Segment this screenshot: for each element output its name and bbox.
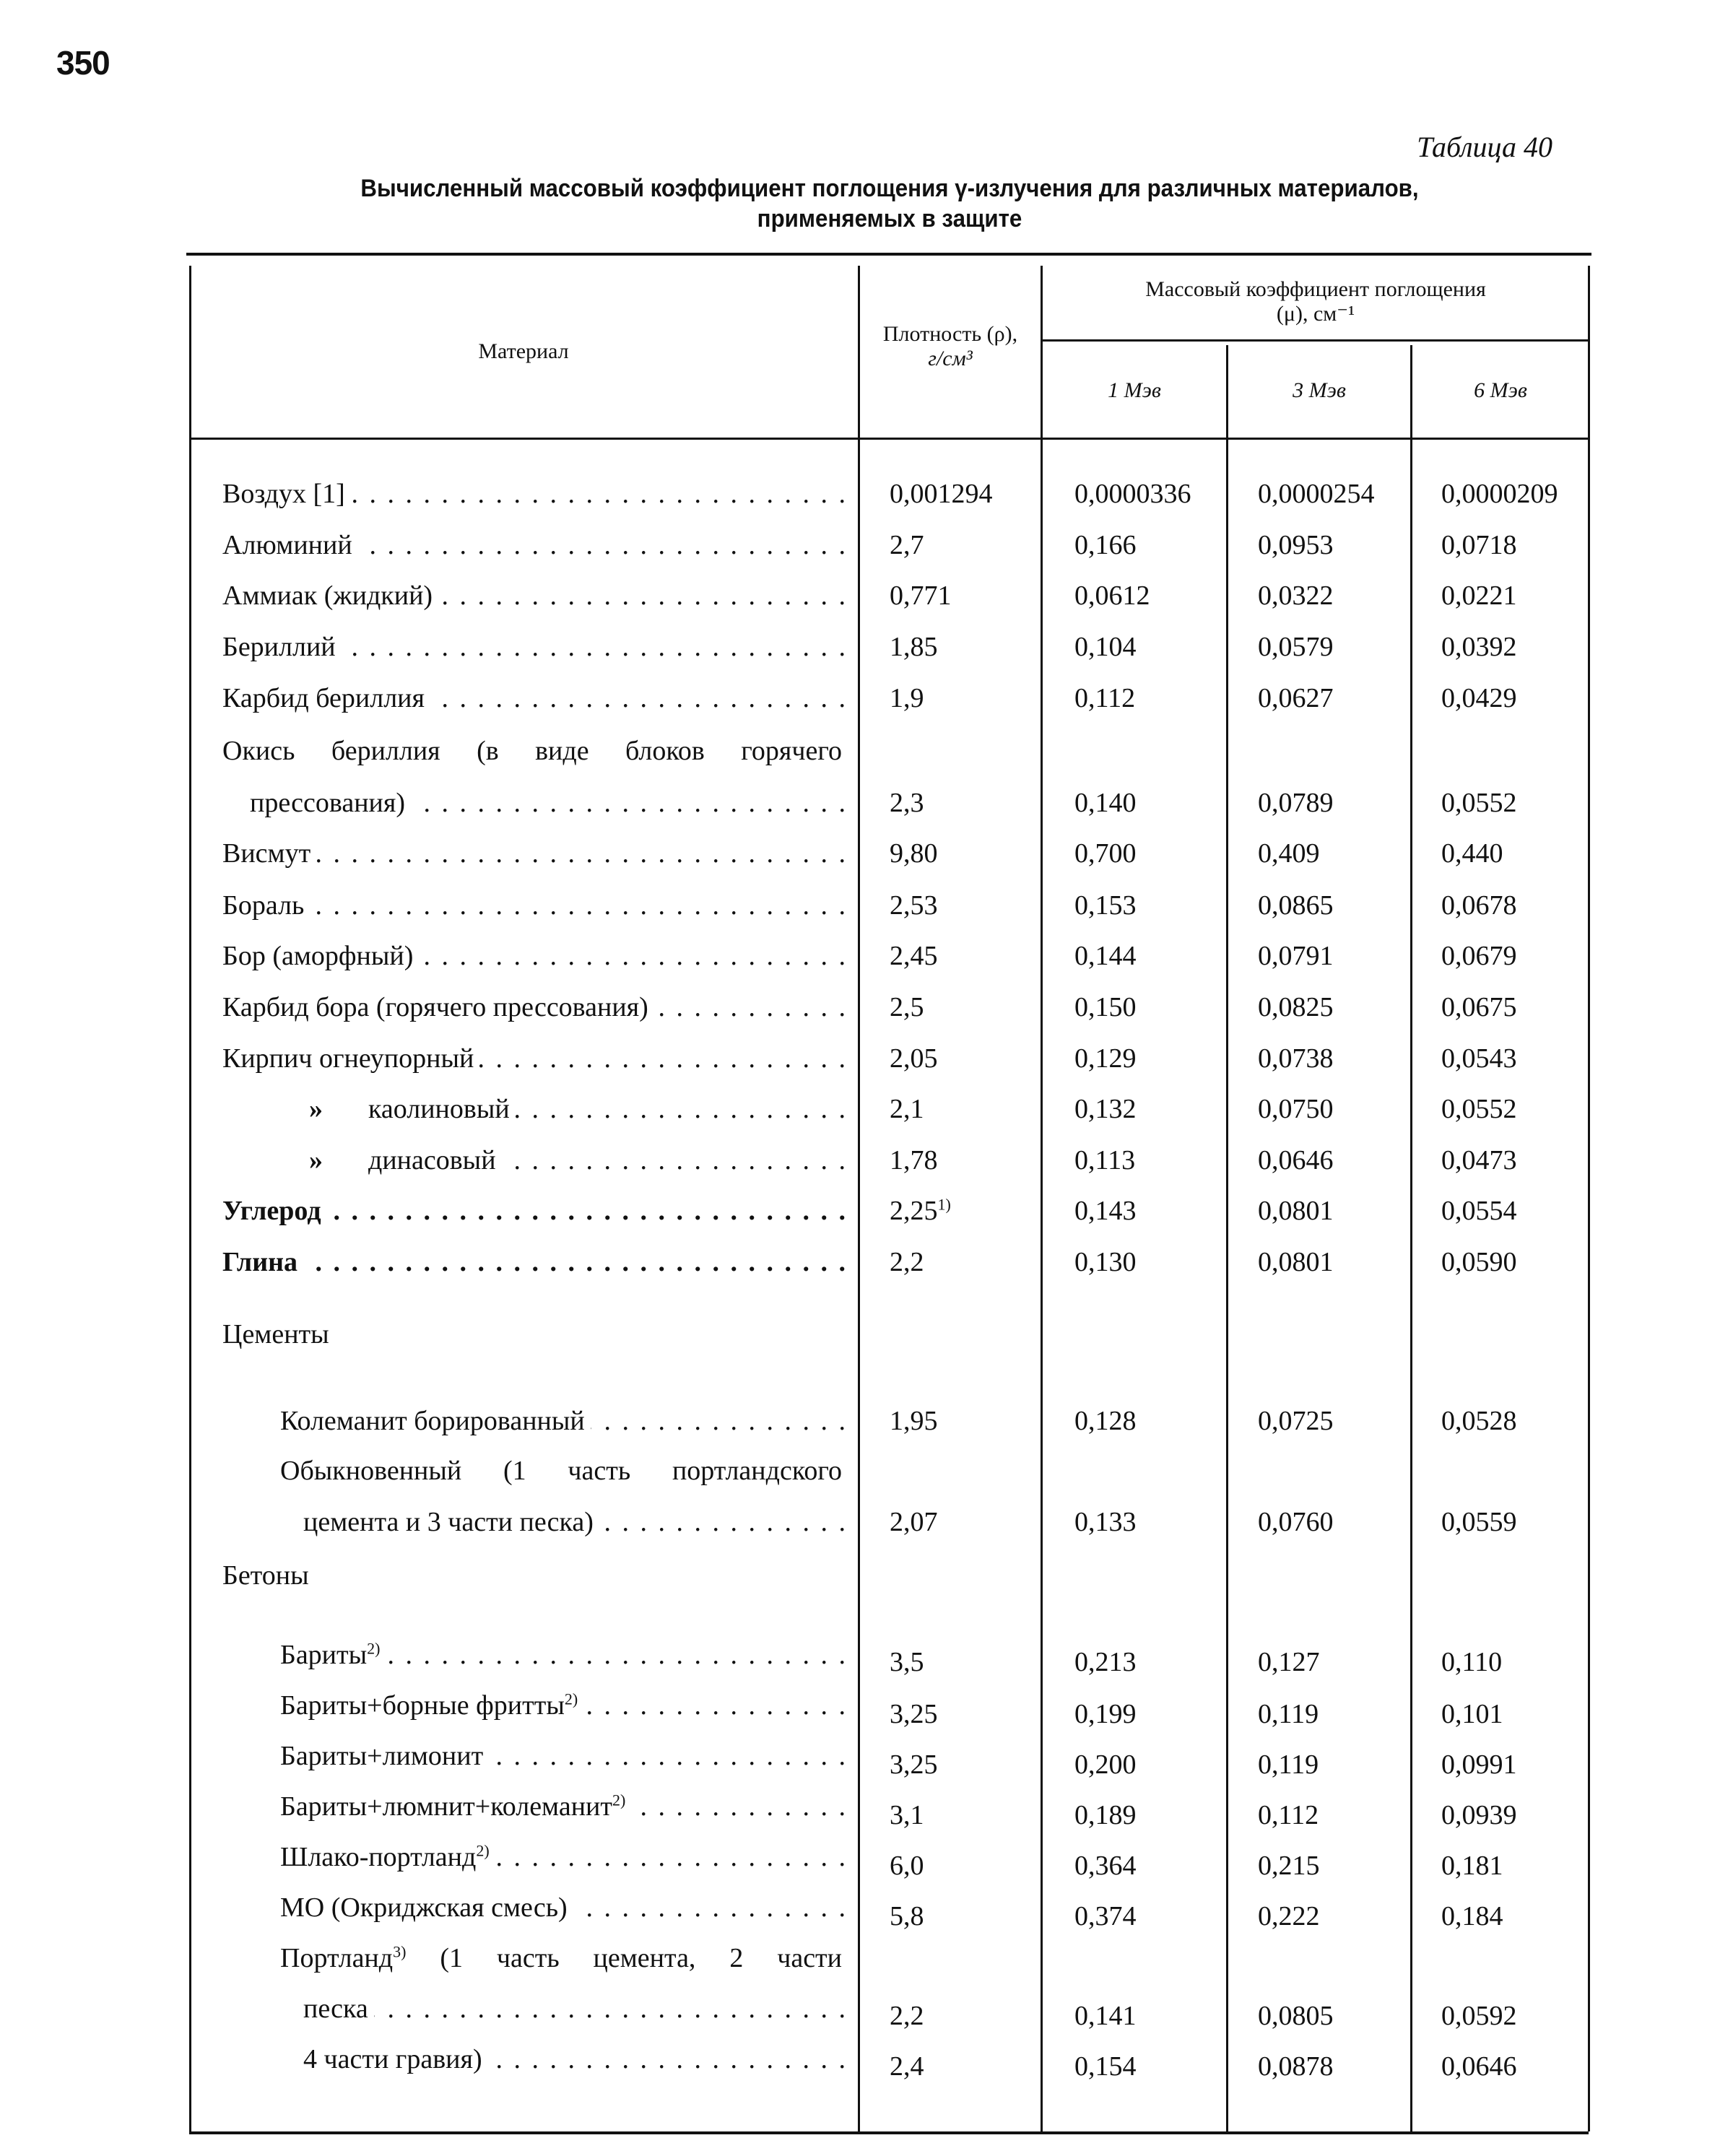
mu-1mev-value: 0,144 bbox=[1074, 941, 1137, 971]
material-name: Кирпич огнеупорный bbox=[222, 1043, 479, 1074]
material-name: МО (Окриджская смесь) bbox=[280, 1892, 573, 1924]
mu-3mev-value: 0,0738 bbox=[1258, 1043, 1334, 1074]
density-value: 2,1 bbox=[890, 1094, 924, 1124]
row-material-label bbox=[280, 1791, 848, 1822]
table-title-line-2: применяемых в защите bbox=[757, 205, 1022, 232]
row-material-label bbox=[222, 478, 848, 510]
mu-1mev-value: 0,364 bbox=[1074, 1851, 1137, 1881]
material-name: Бариты+люмнит+колеманит$^{2)}$ bbox=[280, 1791, 631, 1822]
row-material-label bbox=[280, 1892, 848, 1924]
mu-3mev-value: 0,0825 bbox=[1258, 992, 1334, 1022]
mu-6mev-value: 0,0392 bbox=[1441, 632, 1517, 662]
mu-3mev-value: 0,409 bbox=[1258, 838, 1320, 869]
density-value: 2,53 bbox=[890, 890, 938, 921]
mu-3mev-value: 0,0627 bbox=[1258, 683, 1334, 713]
material-name-continued: цемента и 3 части песка) bbox=[303, 1506, 599, 1538]
ditto-mark: » bbox=[309, 1094, 323, 1124]
material-name: Портланд$^{3)}$ (1 часть цемента, 2 части bbox=[280, 1943, 848, 1973]
density-value: 2,07 bbox=[890, 1507, 938, 1537]
mu-6mev-value: 0,0590 bbox=[1441, 1247, 1517, 1277]
ditto-mark: » bbox=[309, 1145, 323, 1175]
footnote-ref: 2) bbox=[367, 1639, 381, 1658]
row-material-label bbox=[280, 1405, 848, 1437]
row-material-label bbox=[280, 1690, 848, 1721]
density-value: 2,3 bbox=[890, 788, 924, 818]
mu-1mev-value: 0,0000336 bbox=[1074, 479, 1191, 509]
mu-1mev-value: 0,189 bbox=[1074, 1800, 1137, 1830]
mu-6mev-value: 0,181 bbox=[1441, 1851, 1503, 1881]
mu-3mev-value: 0,0760 bbox=[1258, 1507, 1334, 1537]
mu-1mev-value: 0,143 bbox=[1074, 1196, 1137, 1226]
material-name: Бариты+лимонит bbox=[280, 1740, 489, 1772]
mu-1mev-value: 0,154 bbox=[1074, 2051, 1137, 2082]
header-bottom-rule bbox=[189, 438, 1590, 440]
row-material-label bbox=[222, 529, 848, 561]
header-density-label: Плотность (ρ), bbox=[882, 322, 1018, 346]
row-material-label bbox=[280, 1093, 848, 1125]
mu-1mev-value: 0,130 bbox=[1074, 1247, 1137, 1277]
row-material-label bbox=[222, 838, 848, 869]
row-material-label bbox=[303, 2043, 848, 2075]
mu-3mev-value: 0,0865 bbox=[1258, 890, 1334, 921]
row-material-label bbox=[222, 735, 848, 767]
mu-1mev-value: 0,113 bbox=[1074, 1145, 1136, 1175]
material-name: Бораль bbox=[222, 890, 310, 921]
mu-6mev-value: 0,0678 bbox=[1441, 890, 1517, 921]
mu-3mev-value: 0,0805 bbox=[1258, 2001, 1334, 2031]
row-material-label bbox=[222, 1043, 848, 1074]
material-name: Карбид бериллия bbox=[222, 682, 430, 714]
density-value: 1,85 bbox=[890, 632, 938, 662]
density-value: 1,95 bbox=[890, 1406, 938, 1436]
header-energy-1: 1 Мэв bbox=[1108, 378, 1161, 402]
density-value: 2,05 bbox=[890, 1043, 938, 1074]
column-divider-energy-3 bbox=[1226, 345, 1228, 2131]
material-name: Алюминий bbox=[222, 529, 358, 561]
mu-6mev-value: 0,0473 bbox=[1441, 1145, 1517, 1175]
mu-3mev-value: 0,0579 bbox=[1258, 632, 1334, 662]
density-value: 1,9 bbox=[890, 683, 924, 713]
mu-1mev-value: 0,213 bbox=[1074, 1647, 1137, 1677]
mu-3mev-value: 0,112 bbox=[1258, 1800, 1319, 1830]
density-value: 1,78 bbox=[890, 1145, 938, 1175]
mu-6mev-value: 0,440 bbox=[1441, 838, 1503, 869]
table-top-rule bbox=[186, 253, 1591, 256]
density-value: 3,25 bbox=[890, 1699, 938, 1729]
mu-6mev-value: 0,0554 bbox=[1441, 1196, 1517, 1226]
density-value: 0,771 bbox=[890, 581, 952, 611]
table-bottom-rule bbox=[189, 2131, 1589, 2134]
density-value: 2,4 bbox=[890, 2051, 924, 2082]
mu-6mev-value: 0,0528 bbox=[1441, 1406, 1517, 1436]
material-name: Бариты+борные фритты$^{2)}$ bbox=[280, 1690, 583, 1721]
row-material-label bbox=[222, 940, 848, 972]
table-label: Таблица 40 bbox=[1417, 131, 1552, 163]
mu-1mev-value: 0,141 bbox=[1074, 2001, 1137, 2031]
footnote-ref: 3) bbox=[393, 1942, 407, 1961]
group-heading-concretes: Бетоны bbox=[222, 1560, 309, 1591]
mu-3mev-value: 0,0322 bbox=[1258, 581, 1334, 611]
header-density-unit: г/см³ bbox=[928, 347, 973, 370]
mu-3mev-value: 0,119 bbox=[1258, 1699, 1319, 1729]
row-material-label bbox=[222, 580, 848, 612]
mu-1mev-value: 0,150 bbox=[1074, 992, 1137, 1022]
page-number: 350 bbox=[56, 44, 110, 82]
material-name: 4 части гравия) bbox=[303, 2043, 488, 2075]
mu-1mev-value: 0,128 bbox=[1074, 1406, 1137, 1436]
mu-3mev-value: 0,215 bbox=[1258, 1851, 1320, 1881]
row-material-label bbox=[222, 991, 848, 1023]
mu-3mev-value: 0,0953 bbox=[1258, 530, 1334, 560]
row-material-label bbox=[222, 1195, 848, 1227]
mu-6mev-value: 0,0718 bbox=[1441, 530, 1517, 560]
material-name: Воздух [1] bbox=[222, 478, 351, 510]
density-value: 6,0 bbox=[890, 1851, 924, 1881]
row-material-label bbox=[280, 1740, 848, 1772]
row-material-label bbox=[222, 890, 848, 921]
mu-1mev-value: 0,132 bbox=[1074, 1094, 1137, 1124]
mu-1mev-value: 0,153 bbox=[1074, 890, 1137, 921]
table-left-border bbox=[189, 266, 191, 2131]
mu-6mev-value: 0,0559 bbox=[1441, 1507, 1517, 1537]
footnote-ref: 2) bbox=[564, 1690, 578, 1708]
mu-3mev-value: 0,0801 bbox=[1258, 1196, 1334, 1226]
row-material-label bbox=[222, 631, 848, 663]
row-material-label-continued bbox=[303, 1506, 848, 1538]
mu-3mev-value: 0,127 bbox=[1258, 1647, 1320, 1677]
header-energy-rule bbox=[1043, 339, 1590, 342]
footnote-ref: 2) bbox=[612, 1791, 626, 1809]
material-name: Окись бериллия (в виде блоков горячего bbox=[222, 736, 848, 766]
material-name: Колеманит борированный bbox=[280, 1405, 591, 1437]
material-name: Обыкновенный (1 часть портландского bbox=[280, 1456, 848, 1486]
density-value: 2,7 bbox=[890, 530, 924, 560]
material-name: Бор (аморфный) bbox=[222, 940, 419, 972]
mu-6mev-value: 0,0991 bbox=[1441, 1749, 1517, 1780]
footnote-ref: 2) bbox=[476, 1841, 490, 1860]
material-name: » динасовый bbox=[280, 1144, 502, 1176]
row-material-label bbox=[222, 682, 848, 714]
mu-1mev-value: 0,112 bbox=[1074, 683, 1136, 713]
row-material-label bbox=[280, 1942, 848, 1974]
mu-6mev-value: 0,0939 bbox=[1441, 1800, 1517, 1830]
column-divider-energy-1 bbox=[1041, 266, 1043, 2131]
table-right-border bbox=[1588, 266, 1590, 2131]
header-energy-6: 6 Мэв bbox=[1474, 378, 1527, 402]
header-energy-3: 3 Мэв bbox=[1293, 378, 1346, 402]
mu-6mev-value: 0,101 bbox=[1441, 1699, 1503, 1729]
row-material-label-continued bbox=[250, 787, 848, 819]
mu-6mev-value: 0,110 bbox=[1441, 1647, 1503, 1677]
mu-6mev-value: 0,0552 bbox=[1441, 788, 1517, 818]
density-value: 2,2 bbox=[890, 2001, 924, 2031]
density-value: 3,25 bbox=[890, 1749, 938, 1780]
material-name: Карбид бора (горячего прессования) bbox=[222, 991, 654, 1023]
mu-3mev-value: 0,0646 bbox=[1258, 1145, 1334, 1175]
mu-6mev-value: 0,0543 bbox=[1441, 1043, 1517, 1074]
mu-1mev-value: 0,200 bbox=[1074, 1749, 1137, 1780]
material-name-continued: песка bbox=[303, 1993, 374, 2025]
density-value: 0,001294 bbox=[890, 479, 993, 509]
mu-3mev-value: 0,222 bbox=[1258, 1901, 1320, 1931]
mu-6mev-value: 0,0592 bbox=[1441, 2001, 1517, 2031]
density-value: 9,80 bbox=[890, 838, 938, 869]
material-name: Аммиак (жидкий) bbox=[222, 580, 438, 612]
header-density bbox=[859, 322, 1041, 371]
table-title-line-1: Вычисленный массовый коэффициент поглощения γ-излучения для различных материалов, bbox=[360, 175, 1419, 202]
mu-1mev-value: 0,140 bbox=[1074, 788, 1137, 818]
row-material-label bbox=[280, 1841, 848, 1873]
mu-3mev-value: 0,0878 bbox=[1258, 2051, 1334, 2082]
row-material-label bbox=[280, 1455, 848, 1487]
footnote-ref: 1) bbox=[937, 1195, 951, 1214]
density-value: 2,25$^{1)}$ bbox=[890, 1195, 951, 1226]
mu-1mev-value: 0,104 bbox=[1074, 632, 1137, 662]
material-name: Бериллий bbox=[222, 631, 342, 663]
density-value: 2,45 bbox=[890, 941, 938, 971]
header-coefficient-unit: (μ), см⁻¹ bbox=[1276, 302, 1355, 326]
group-heading-cements: Цементы bbox=[222, 1319, 329, 1349]
mu-3mev-value: 0,0791 bbox=[1258, 941, 1334, 971]
row-material-label bbox=[280, 1639, 848, 1671]
mu-1mev-value: 0,133 bbox=[1074, 1507, 1137, 1537]
density-value: 3,1 bbox=[890, 1800, 924, 1830]
column-divider-density bbox=[858, 266, 860, 2131]
material-name: » каолиновый bbox=[280, 1093, 516, 1125]
mu-6mev-value: 0,0429 bbox=[1441, 683, 1517, 713]
mu-1mev-value: 0,199 bbox=[1074, 1699, 1137, 1729]
row-material-label bbox=[280, 1144, 848, 1176]
density-value: 2,5 bbox=[890, 992, 924, 1022]
material-name: Бариты$^{2)}$ bbox=[280, 1639, 386, 1671]
density-value: 2,2 bbox=[890, 1247, 924, 1277]
mu-3mev-value: 0,119 bbox=[1258, 1749, 1319, 1780]
header-coefficient bbox=[1043, 277, 1589, 326]
row-material-label bbox=[222, 1246, 848, 1278]
mu-6mev-value: 0,0675 bbox=[1441, 992, 1517, 1022]
mu-6mev-value: 0,0221 bbox=[1441, 581, 1517, 611]
mu-3mev-value: 0,0725 bbox=[1258, 1406, 1334, 1436]
material-name: Углерод bbox=[222, 1195, 327, 1227]
material-name: Висмут bbox=[222, 838, 316, 869]
density-value: 5,8 bbox=[890, 1901, 924, 1931]
material-name-continued: прессования) bbox=[250, 787, 411, 819]
column-divider-energy-6 bbox=[1410, 345, 1412, 2131]
mu-1mev-value: 0,166 bbox=[1074, 530, 1137, 560]
header-coefficient-label: Массовый коэффициент поглощения bbox=[1145, 277, 1486, 301]
mu-3mev-value: 0,0789 bbox=[1258, 788, 1334, 818]
mu-6mev-value: 0,0646 bbox=[1441, 2051, 1517, 2082]
mu-1mev-value: 0,700 bbox=[1074, 838, 1137, 869]
mu-6mev-value: 0,0552 bbox=[1441, 1094, 1517, 1124]
row-material-label-continued bbox=[303, 1993, 848, 2025]
mu-3mev-value: 0,0000254 bbox=[1258, 479, 1375, 509]
mu-1mev-value: 0,0612 bbox=[1074, 581, 1150, 611]
material-name: Шлако-портланд$^{2)}$ bbox=[280, 1841, 495, 1873]
mu-1mev-value: 0,129 bbox=[1074, 1043, 1137, 1074]
mu-1mev-value: 0,374 bbox=[1074, 1901, 1137, 1931]
density-value: 3,5 bbox=[890, 1647, 924, 1677]
mu-6mev-value: 0,0679 bbox=[1441, 941, 1517, 971]
header-material: Материал bbox=[478, 339, 569, 363]
material-name: Глина bbox=[222, 1246, 303, 1278]
mu-3mev-value: 0,0750 bbox=[1258, 1094, 1334, 1124]
mu-6mev-value: 0,184 bbox=[1441, 1901, 1503, 1931]
mu-3mev-value: 0,0801 bbox=[1258, 1247, 1334, 1277]
mu-6mev-value: 0,0000209 bbox=[1441, 479, 1558, 509]
